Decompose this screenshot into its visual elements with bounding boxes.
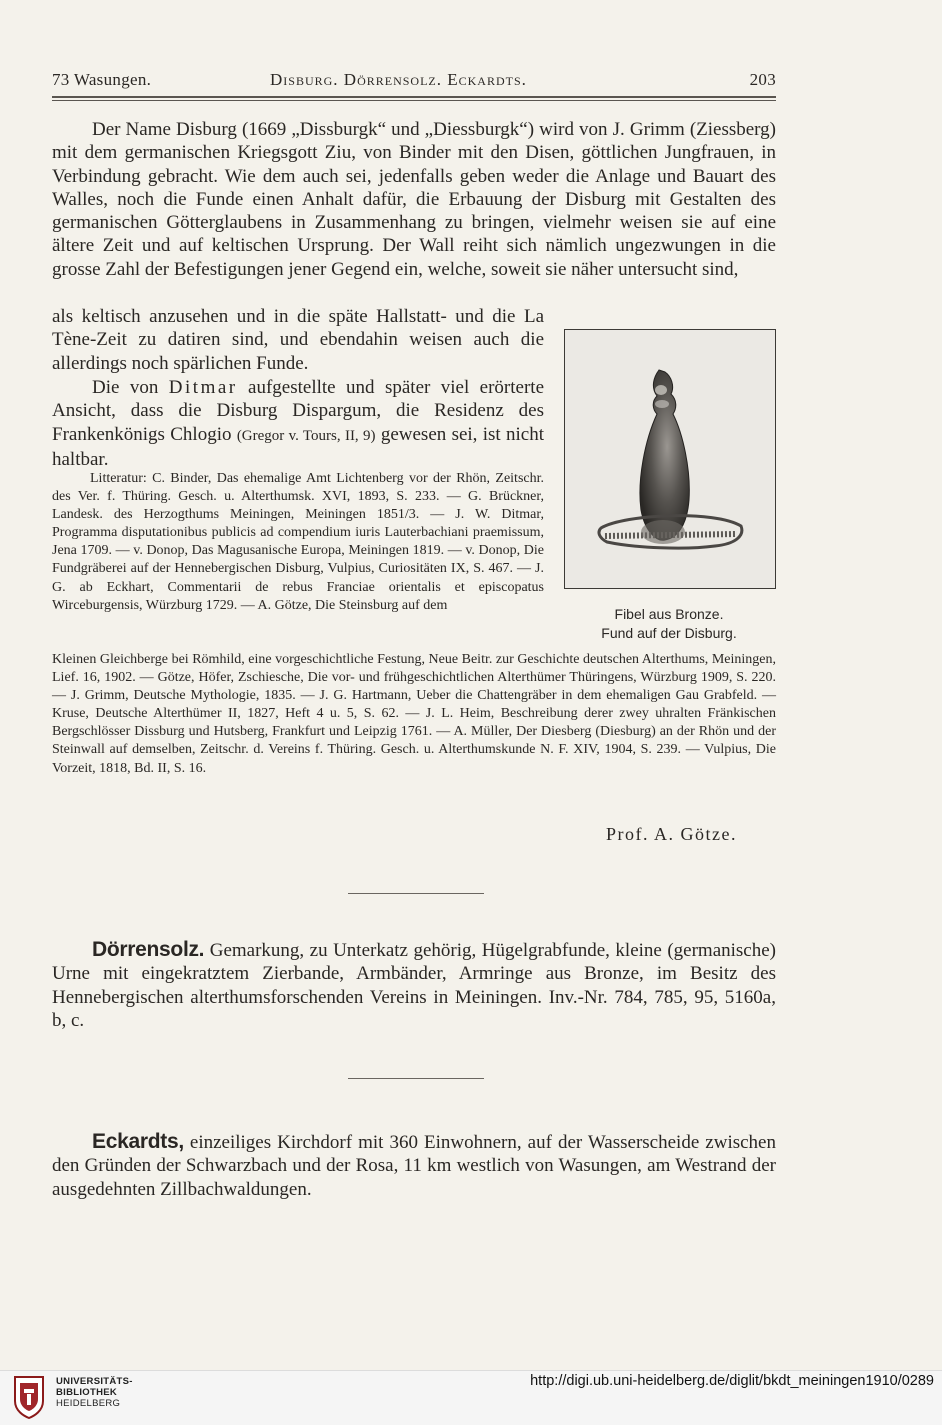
running-header	[52, 70, 776, 94]
library-name-line3: HEIDELBERG	[56, 1398, 121, 1409]
entry-heading: Eckardts,	[92, 1130, 184, 1153]
disburg-paragraph-2	[52, 376, 544, 471]
citation-gregor: (Gregor v. Tours, II, 9)	[236, 427, 376, 444]
permalink-url[interactable]: http://digi.ub.uni-heidelberg.de/diglit/bkdt_meiningen1910/0289	[530, 1373, 934, 1389]
figure-caption-title: Fibel aus Bronze.	[614, 606, 724, 622]
section-divider	[348, 893, 484, 894]
university-seal-icon	[12, 1375, 46, 1419]
paragraph-2-start: Die von	[92, 377, 169, 398]
bronze-fibula-image	[565, 330, 775, 588]
figure-caption-location: Fund auf der Disburg.	[601, 625, 737, 641]
header-rule-thin	[52, 100, 776, 101]
entry-eckardts	[52, 1130, 776, 1201]
paragraph-2-rest: aufgestellte und später viel erörterte Ansicht, dass die Disburg Dispargum, die Residenz des Frankenkönigs Chlogio	[52, 377, 545, 445]
entry-text: Gemarkung, zu Unterkatz gehörig, Hügelgrabfunde, kleine (germanische) Urne mit eingekratztem Zierbande, Armbänder, Armringe aus Bronze, im Besitz des Hennebergischen alterthumsforschenden Vereins in Meiningen. Inv.-Nr. 784, 785, 95, 5160a, b, c.	[52, 940, 776, 1032]
literature-list: Litteratur: C. Binder, Das ehemalige Amt Lichtenberg vor der Rhön, Zeitschr. des Ver. f. Thüring. Gesch. u. Alterthumsk. XVI, 1893, S. 233. — G. Brückner, Landesk. des Herzogthums Meiningen, Meiningen 1851/3. — J. W. Ditmar, Programma disputationibus publicis ad compendium iuris Lauterbachiani praemissum, Jena 1709. — v. Donop, Das Magusanische Europa, Meiningen 1819. — v. Donop, Die Fundgräberei auf der Hennebergischen Disburg, Vulpius, Curiositäten IX, S. 467. — J. G. ab Eckhart, Commentarii de rebus Franciae orientalis et episcopatus Wirceburgensis, Würzburg 1729. — A. Götze, Die Steinsburg auf dem	[52, 471, 544, 613]
paragraph-2-end: gewesen sei, ist nicht haltbar.	[52, 423, 545, 470]
author-signature: Prof. A. Götze.	[606, 824, 737, 844]
disburg-paragraph-1-continued: als keltisch anzusehen und in die späte Hallstatt- und die La Tène-Zeit zu datiren sind, und ebendahin weisen auch die allerdings noch spärlichen Funde.	[52, 306, 544, 374]
disburg-paragraph-1: Der Name Disburg (1669 „Dissburgk“ und „Diessburgk“) wird von J. Grimm (Ziessberg) mit dem germanischen Kriegsgott Ziu, von Binder mit den Disen, göttlichen Jungfrauen, in Verbindung gebracht. Wie dem auch sei, jedenfalls geben weder die Anlage und Bauart des Walles, noch die Funde einen Anhalt dafür, die Erbauung der Disburg mit Gestalten des germanischen Götterglaubens in Zusammenhang zu bringen, vielmehr weisen sie auf eine ältere Zeit und auf keltischen Ursprung. Der Wall reiht sich nämlich ungezwungen in die grosse Zahl der Befestigungen jener Gegend ein, welche, soweit sie näher untersucht sind,	[52, 119, 776, 280]
entry-heading: Dörrensolz.	[92, 938, 205, 961]
entry-text: einzeiliges Kirchdorf mit 360 Einwohnern, auf der Wasserscheide zwischen den Gründen der Schwarzbach und der Rosa, 11 km westlich von Wasungen, am Westrand der ausgedehnten Zillbachwaldungen.	[52, 1132, 776, 1200]
library-name-line2: BIBLIOTHEK	[56, 1387, 118, 1398]
literature-list-continued: Kleinen Gleichberge bei Römhild, eine vorgeschichtliche Festung, Neue Beitr. zur Geschichte deutschen Alterthums, Meiningen, Lief. 16, 1902. — Götze, Höfer, Zschiesche, Die vor- und frühgeschichtlichen Alterthümer Thüringens, Würzburg 1909, S. 220. — J. Grimm, Deutsche Mythologie, 1835. — J. G. Hartmann, Ueber die Chattengräber in dem ehemaligen Gau Grabfeld. — Kruse, Deutsche Alterthümer II, 1827, Heft 4 u. 5, S. 62. — J. L. Heim, Beschreibung derer zwey uhralten Fränkischen Bergschlösser Dissburg und Hutsberg, Frankfurt und Leipzig 1761. — A. Müller, Der Diesberg (Diesburg) an der Rhön und der Steinwall auf demselben, Zeitschr. d. Vereins f. Thüring. Gesch. u. Alterthumskunde N. F. XIV, 1904, S. 239. — Vulpius, Die Vorzeit, 1818, Bd. II, S. 16.	[52, 652, 776, 776]
header-rule	[52, 96, 776, 98]
header-title: Disburg. Dörrensolz. Eckardts.	[270, 70, 527, 89]
fibula-figure	[564, 329, 776, 589]
section-divider	[348, 1078, 484, 1079]
library-name-line1: UNIVERSITÄTS-	[56, 1376, 133, 1387]
header-section: 73 Wasungen.	[52, 70, 152, 89]
page-number: 203	[749, 70, 776, 89]
entry-doerrensolz	[52, 938, 776, 1033]
author-ditmar: Ditmar	[168, 377, 238, 398]
footer-bar	[0, 1370, 942, 1425]
